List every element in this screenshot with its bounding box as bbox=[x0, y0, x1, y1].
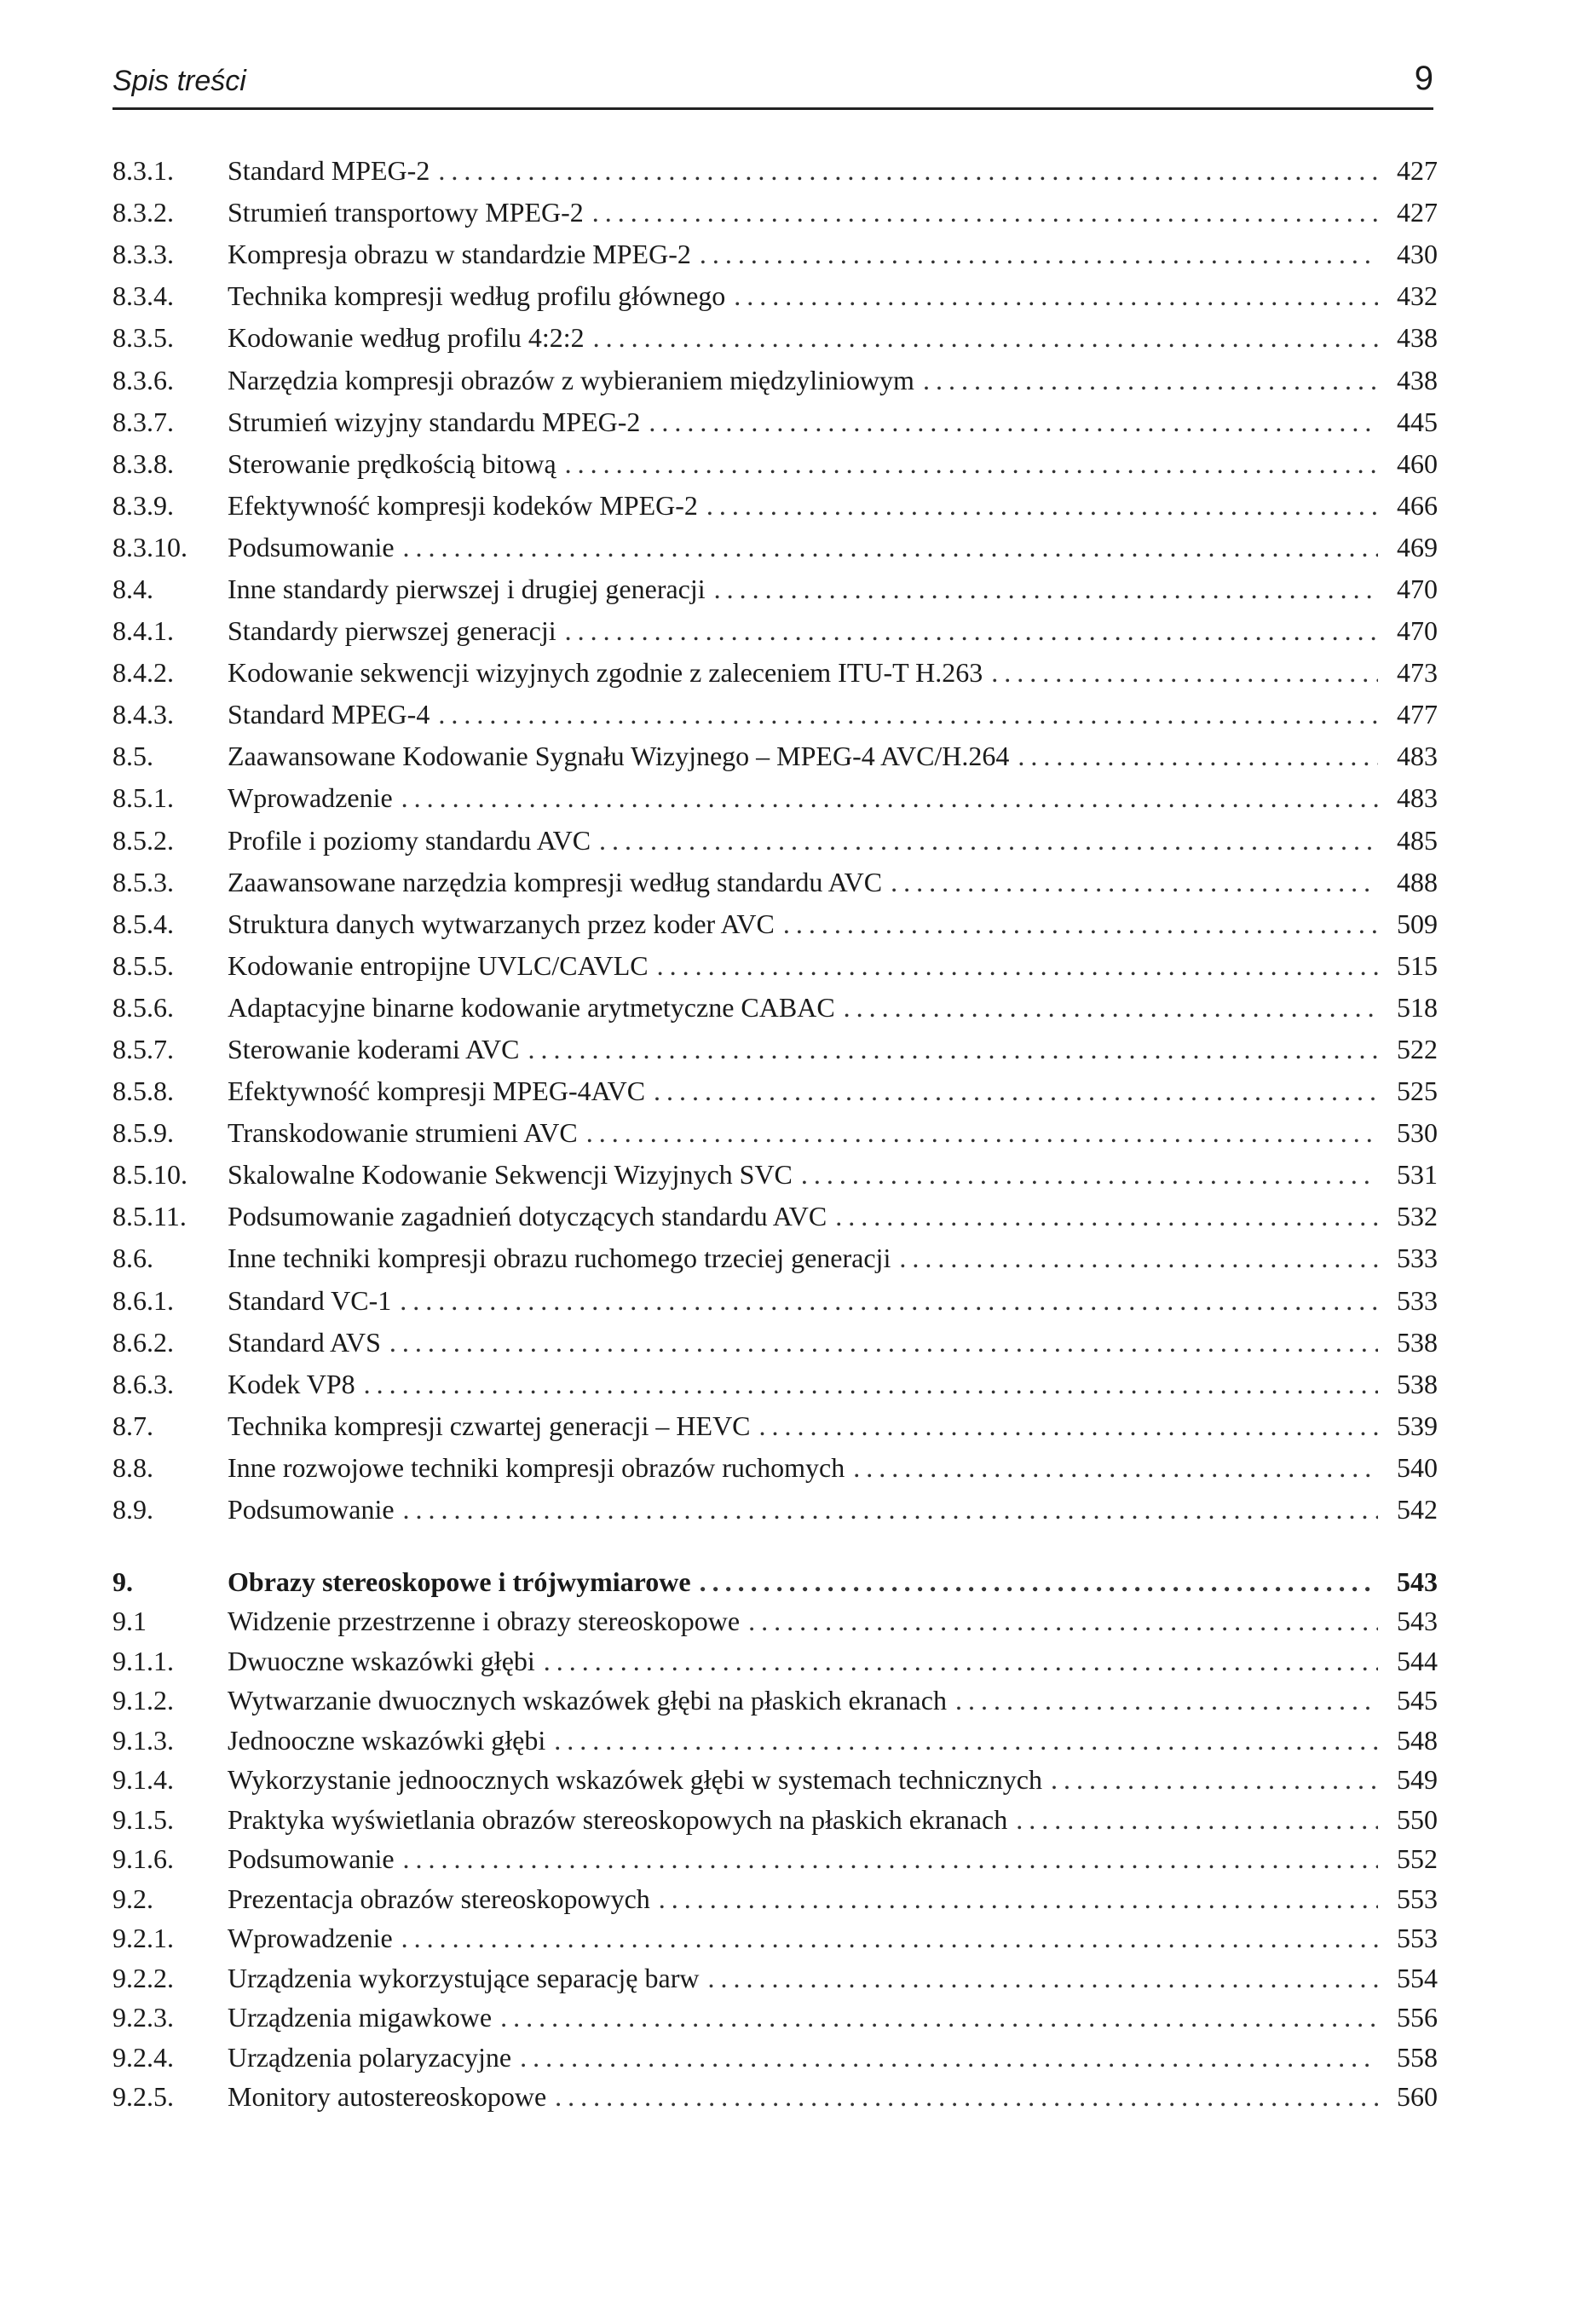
toc-entry-number: 9.1.1. bbox=[112, 1645, 174, 1676]
toc-entry-page: 427 bbox=[1397, 197, 1438, 228]
toc-entry bbox=[112, 1447, 1438, 1489]
toc-entry-title: Kompresja obrazu w standardzie MPEG-2 bbox=[228, 239, 691, 270]
toc-entry-title: Standard MPEG-4 bbox=[228, 699, 430, 730]
dot-leader bbox=[403, 1494, 1378, 1525]
toc-entry bbox=[112, 1562, 1438, 1602]
dot-leader bbox=[759, 1410, 1378, 1442]
toc-entry-page: 553 bbox=[1397, 1883, 1438, 1914]
toc-entry-title: Urządzenia wykorzystujące separację barw bbox=[228, 1962, 700, 1993]
toc-entry-page: 515 bbox=[1397, 949, 1438, 981]
toc-entry-title: Wprowadzenie bbox=[228, 1923, 393, 1954]
toc-entry-title: Strumień transportowy MPEG-2 bbox=[228, 197, 584, 228]
toc-entry-page: 460 bbox=[1397, 447, 1438, 479]
toc-entry-page: 560 bbox=[1397, 2081, 1438, 2113]
dot-leader bbox=[599, 825, 1378, 856]
toc-entry-number: 8.6.3. bbox=[112, 1368, 174, 1399]
toc-entry bbox=[112, 610, 1438, 652]
running-header-title: Spis treści bbox=[112, 65, 246, 97]
toc-entry-title: Transkodowanie strumieni AVC bbox=[228, 1117, 578, 1149]
toc-entry-title: Technika kompresji według profilu głównego bbox=[228, 280, 726, 312]
toc-entry-page: 470 bbox=[1397, 615, 1438, 647]
toc-entry-title: Zaawansowane narzędzia kompresji według standardu AVC bbox=[228, 866, 883, 897]
dot-leader bbox=[364, 1369, 1378, 1400]
dot-leader bbox=[706, 490, 1378, 522]
toc-entry-page: 488 bbox=[1397, 866, 1438, 897]
toc-entry-title: Obrazy stereoskopowe i trójwymiarowe bbox=[228, 1566, 691, 1597]
toc-entry-title: Podsumowanie zagadnień dotyczących standardu AVC bbox=[228, 1201, 827, 1232]
toc-entry-number: 8.7. bbox=[112, 1410, 153, 1441]
toc-entry-number: 8.3.4. bbox=[112, 280, 174, 312]
toc-entry-number: 8.4.2. bbox=[112, 657, 174, 689]
dot-leader bbox=[555, 2081, 1378, 2113]
toc-entry-number: 9.1.2. bbox=[112, 1685, 174, 1716]
toc-entry-page: 466 bbox=[1397, 489, 1438, 521]
dot-leader bbox=[657, 950, 1378, 982]
toc-entry-title: Wprowadzenie bbox=[228, 782, 393, 814]
toc-entry-number: 8.3.6. bbox=[112, 364, 174, 395]
toc-entry-number: 8.5.4. bbox=[112, 908, 174, 939]
toc-entry-page: 477 bbox=[1397, 699, 1438, 730]
toc-entry-title: Standard VC-1 bbox=[228, 1284, 392, 1316]
dot-leader bbox=[649, 407, 1378, 438]
toc-entry-page: 553 bbox=[1397, 1923, 1438, 1954]
toc-entry-page: 438 bbox=[1397, 322, 1438, 354]
toc-entry-page: 538 bbox=[1397, 1326, 1438, 1358]
toc-entry-number: 8.3.3. bbox=[112, 239, 174, 270]
toc-entry-title: Efektywność kompresji kodeków MPEG-2 bbox=[228, 489, 698, 521]
toc-entry bbox=[112, 2078, 1438, 2118]
toc-entry-number: 8.5.10. bbox=[112, 1159, 187, 1191]
toc-entry-title: Jednooczne wskazówki głębi bbox=[228, 1724, 546, 1756]
toc-entry bbox=[112, 1489, 1438, 1531]
dot-leader bbox=[438, 699, 1378, 730]
dot-leader bbox=[565, 448, 1378, 480]
toc-entry bbox=[112, 1641, 1438, 1681]
toc-entry-page: 522 bbox=[1397, 1034, 1438, 1065]
toc-entry-number: 8.5.3. bbox=[112, 866, 174, 897]
toc-entry-title: Inne techniki kompresji obrazu ruchomego trzeciej generacji bbox=[228, 1243, 891, 1274]
toc-entry-page: 542 bbox=[1397, 1494, 1438, 1525]
toc-entry-page: 430 bbox=[1397, 239, 1438, 270]
toc-entry-number: 8.6.2. bbox=[112, 1326, 174, 1358]
toc-entry-number: 9.2.4. bbox=[112, 2041, 174, 2073]
toc-entry-title: Podsumowanie bbox=[228, 1843, 395, 1875]
toc-entry-number: 9.2.5. bbox=[112, 2081, 174, 2113]
dot-leader bbox=[544, 1646, 1378, 1677]
dot-leader bbox=[700, 1566, 1378, 1598]
toc-entry-page: 530 bbox=[1397, 1117, 1438, 1149]
toc-entry-page: 548 bbox=[1397, 1724, 1438, 1756]
toc-entry-number: 9.2.1. bbox=[112, 1923, 174, 1954]
dot-leader bbox=[707, 1963, 1378, 1994]
dot-leader bbox=[899, 1243, 1378, 1274]
toc-entry-number: 9.2.2. bbox=[112, 1962, 174, 1993]
toc-entry-page: 483 bbox=[1397, 741, 1438, 772]
dot-leader bbox=[554, 1725, 1378, 1756]
toc-entry-title: Monitory autostereoskopowe bbox=[228, 2081, 547, 2113]
toc-entry-number: 8.3.8. bbox=[112, 447, 174, 479]
toc-entry bbox=[112, 401, 1438, 443]
dot-leader bbox=[403, 532, 1378, 563]
toc-entry-title: Inne standardy pierwszej i drugiej generacji bbox=[228, 573, 706, 604]
dot-leader bbox=[714, 574, 1378, 605]
dot-leader bbox=[438, 155, 1378, 187]
toc-entry-page: 550 bbox=[1397, 1803, 1438, 1835]
toc-entry-number: 8.3.1. bbox=[112, 155, 174, 187]
toc-entry-title: Podsumowanie bbox=[228, 531, 395, 562]
toc-entry-number: 8.5.11. bbox=[112, 1201, 187, 1232]
toc-entry-page: 531 bbox=[1397, 1159, 1438, 1191]
toc-entry bbox=[112, 1029, 1438, 1070]
dot-leader bbox=[991, 657, 1378, 689]
toc-entry-title: Widzenie przestrzenne i obrazy stereoskopowe bbox=[228, 1606, 741, 1637]
toc-entry-title: Narzędzia kompresji obrazów z wybieraniem międzyliniowym bbox=[228, 364, 914, 395]
dot-leader bbox=[520, 2042, 1378, 2073]
dot-leader bbox=[783, 908, 1378, 940]
toc-entry-page: 509 bbox=[1397, 908, 1438, 939]
toc-entry bbox=[112, 694, 1438, 735]
toc-entry-title: Kodowanie entropijne UVLC/CAVLC bbox=[228, 949, 649, 981]
dot-leader bbox=[592, 197, 1378, 228]
toc-entry-page: 469 bbox=[1397, 531, 1438, 562]
toc-entry-page: 473 bbox=[1397, 657, 1438, 689]
toc-entry bbox=[112, 443, 1438, 485]
toc-entry bbox=[112, 1280, 1438, 1322]
toc-entry-number: 8.5.5. bbox=[112, 949, 174, 981]
toc-entry-title: Wytwarzanie dwuocznych wskazówek głębi na płaskich ekranach bbox=[228, 1685, 947, 1716]
toc-entry-title: Efektywność kompresji MPEG-4AVC bbox=[228, 1075, 646, 1107]
dot-leader bbox=[844, 992, 1378, 1024]
toc-section-9 bbox=[112, 1562, 1438, 2117]
toc-entry-title: Kodek VP8 bbox=[228, 1368, 355, 1399]
toc-entry-number: 8.5. bbox=[112, 741, 153, 772]
dot-leader bbox=[593, 322, 1378, 354]
toc-entry-page: 518 bbox=[1397, 991, 1438, 1023]
toc-entry bbox=[112, 987, 1438, 1029]
dot-leader bbox=[403, 1843, 1378, 1875]
toc-entry-title: Kodowanie sekwencji wizyjnych zgodnie z zaleceniem ITU-T H.263 bbox=[228, 657, 983, 689]
toc-entry bbox=[112, 1800, 1438, 1840]
toc-entry bbox=[112, 234, 1438, 275]
toc-entry-title: Urządzenia polaryzacyjne bbox=[228, 2041, 512, 2073]
toc-entry-page: 533 bbox=[1397, 1284, 1438, 1316]
toc-entry-title: Praktyka wyświetlania obrazów stereoskopowych na płaskich ekranach bbox=[228, 1803, 1008, 1835]
dot-leader bbox=[835, 1201, 1378, 1232]
toc-entry-number: 8.5.6. bbox=[112, 991, 174, 1023]
toc-section-8 bbox=[112, 150, 1438, 1531]
toc-entry-title: Zaawansowane Kodowanie Sygnału Wizyjnego – MPEG-4 AVC/H.264 bbox=[228, 741, 1010, 772]
toc-entry-number: 8.3.2. bbox=[112, 197, 174, 228]
toc-entry-number: 8.4.1. bbox=[112, 615, 174, 647]
dot-leader bbox=[400, 1285, 1378, 1317]
toc-entry bbox=[112, 568, 1438, 610]
dot-leader bbox=[801, 1159, 1378, 1191]
toc-entry bbox=[112, 150, 1438, 192]
toc-entry-page: 438 bbox=[1397, 364, 1438, 395]
toc-entry bbox=[112, 1998, 1438, 2039]
toc-entry bbox=[112, 527, 1438, 568]
toc-entry-title: Wykorzystanie jednoocznych wskazówek głębi w systemach technicznych bbox=[228, 1764, 1042, 1796]
toc-entry-number: 8.3.10. bbox=[112, 531, 187, 562]
toc-entry bbox=[112, 275, 1438, 317]
toc-entry bbox=[112, 1237, 1438, 1279]
toc-entry bbox=[112, 1879, 1438, 1919]
toc-entry-title: Sterowanie koderami AVC bbox=[228, 1034, 520, 1065]
toc-entry-number: 9.2.3. bbox=[112, 2002, 174, 2033]
dot-leader bbox=[389, 1327, 1378, 1358]
toc-entry-title: Kodowanie według profilu 4:2:2 bbox=[228, 322, 585, 354]
toc-entry-number: 8.8. bbox=[112, 1451, 153, 1483]
toc-entry-title: Sterowanie prędkością bitową bbox=[228, 447, 556, 479]
toc-entry bbox=[112, 1840, 1438, 1880]
toc-entry-title: Skalowalne Kodowanie Sekwencji Wizyjnych SVC bbox=[228, 1159, 793, 1191]
toc-entry bbox=[112, 903, 1438, 945]
toc-entry bbox=[112, 777, 1438, 819]
toc-entry bbox=[112, 1958, 1438, 1998]
toc-entry bbox=[112, 1322, 1438, 1364]
toc-entry-number: 8.5.8. bbox=[112, 1075, 174, 1107]
toc-entry-page: 525 bbox=[1397, 1075, 1438, 1107]
toc-entry-page: 552 bbox=[1397, 1843, 1438, 1875]
toc-entry-page: 538 bbox=[1397, 1368, 1438, 1399]
toc-entry bbox=[112, 820, 1438, 862]
toc-entry-number: 8.5.9. bbox=[112, 1117, 174, 1149]
toc-entry bbox=[112, 192, 1438, 234]
toc-entry-page: 483 bbox=[1397, 782, 1438, 814]
dot-leader bbox=[659, 1883, 1378, 1915]
toc-entry bbox=[112, 1681, 1438, 1721]
toc-entry-number: 8.3.5. bbox=[112, 322, 174, 354]
dot-leader bbox=[923, 365, 1378, 396]
dot-leader bbox=[586, 1117, 1378, 1149]
toc-entry bbox=[112, 1721, 1438, 1761]
dot-leader bbox=[1018, 741, 1378, 772]
toc-entry-page: 554 bbox=[1397, 1962, 1438, 1993]
toc-entry-page: 427 bbox=[1397, 155, 1438, 187]
toc-entry-page: 432 bbox=[1397, 280, 1438, 312]
toc-entry-title: Podsumowanie bbox=[228, 1494, 395, 1525]
toc-entry bbox=[112, 1154, 1438, 1196]
toc-entry-title: Profile i poziomy standardu AVC bbox=[228, 824, 591, 856]
toc-entry-page: 544 bbox=[1397, 1645, 1438, 1676]
toc-entry-page: 556 bbox=[1397, 2002, 1438, 2033]
toc-entry bbox=[112, 1761, 1438, 1801]
toc-entry-title: Inne rozwojowe techniki kompresji obrazów ruchomych bbox=[228, 1451, 845, 1483]
toc-entry-number: 8.5.7. bbox=[112, 1034, 174, 1065]
toc-entry bbox=[112, 485, 1438, 527]
header-rule bbox=[112, 107, 1433, 110]
toc-entry-number: 8.5.2. bbox=[112, 824, 174, 856]
toc-entry-title: Standard MPEG-2 bbox=[228, 155, 430, 187]
toc-entry-page: 543 bbox=[1397, 1606, 1438, 1637]
toc-entry bbox=[112, 652, 1438, 694]
toc-entry-number: 8.6. bbox=[112, 1243, 153, 1274]
dot-leader bbox=[401, 1923, 1378, 1954]
toc-entry bbox=[112, 1405, 1438, 1447]
toc-entry bbox=[112, 359, 1438, 401]
dot-leader bbox=[654, 1075, 1378, 1107]
toc-entry-page: 485 bbox=[1397, 824, 1438, 856]
toc-entry bbox=[112, 1070, 1438, 1112]
toc-entry-page: 445 bbox=[1397, 406, 1438, 437]
toc-entry-page: 549 bbox=[1397, 1764, 1438, 1796]
toc-entry bbox=[112, 2038, 1438, 2078]
dot-leader bbox=[401, 782, 1378, 814]
toc-entry-number: 9.1.6. bbox=[112, 1843, 174, 1875]
dot-leader bbox=[1016, 1804, 1378, 1836]
toc-entry-page: 558 bbox=[1397, 2041, 1438, 2073]
toc-entry-page: 540 bbox=[1397, 1451, 1438, 1483]
toc-entry-number: 9.1.5. bbox=[112, 1803, 174, 1835]
toc-entry-title: Urządzenia migawkowe bbox=[228, 2002, 493, 2033]
toc-entry bbox=[112, 1112, 1438, 1154]
dot-leader bbox=[500, 2002, 1378, 2033]
toc-entry-page: 543 bbox=[1397, 1566, 1438, 1597]
toc-entry-number: 8.9. bbox=[112, 1494, 153, 1525]
toc-entry-number: 8.3.9. bbox=[112, 489, 174, 521]
toc-entry-title: Strumień wizyjny standardu MPEG-2 bbox=[228, 406, 641, 437]
dot-leader bbox=[734, 280, 1378, 312]
dot-leader bbox=[700, 239, 1378, 270]
toc-entry bbox=[112, 1196, 1438, 1237]
toc-entry bbox=[112, 317, 1438, 359]
toc-entry-number: 8.5.1. bbox=[112, 782, 174, 814]
toc-entry bbox=[112, 735, 1438, 777]
toc-entry-title: Dwuoczne wskazówki głębi bbox=[228, 1645, 535, 1676]
toc-entry-number: 9.1 bbox=[112, 1606, 147, 1637]
toc-entry-number: 8.4.3. bbox=[112, 699, 174, 730]
toc-entry-page: 532 bbox=[1397, 1201, 1438, 1232]
toc-entry-number: 8.3.7. bbox=[112, 406, 174, 437]
toc-entry bbox=[112, 862, 1438, 903]
toc-entry bbox=[112, 1919, 1438, 1959]
toc-entry-number: 9.1.4. bbox=[112, 1764, 174, 1796]
toc-entry-title: Standard AVS bbox=[228, 1326, 381, 1358]
toc-entry bbox=[112, 945, 1438, 987]
toc-entry bbox=[112, 1602, 1438, 1642]
page-number: 9 bbox=[1414, 60, 1433, 97]
toc-entry-page: 539 bbox=[1397, 1410, 1438, 1441]
dot-leader bbox=[1051, 1764, 1378, 1796]
toc-entry-page: 545 bbox=[1397, 1685, 1438, 1716]
toc-entry-title: Adaptacyjne binarne kodowanie arytmetyczne CABAC bbox=[228, 991, 835, 1023]
toc-entry bbox=[112, 1364, 1438, 1405]
dot-leader bbox=[565, 615, 1378, 647]
toc-entry-title: Standardy pierwszej generacji bbox=[228, 615, 556, 647]
dot-leader bbox=[891, 867, 1378, 898]
toc-entry-number: 9. bbox=[112, 1566, 133, 1597]
toc-entry-page: 470 bbox=[1397, 573, 1438, 604]
toc-entry-title: Prezentacja obrazów stereoskopowych bbox=[228, 1883, 650, 1914]
toc-entry-title: Technika kompresji czwartej generacji – HEVC bbox=[228, 1410, 751, 1441]
toc-entry-number: 8.6.1. bbox=[112, 1284, 174, 1316]
dot-leader bbox=[528, 1034, 1378, 1065]
dot-leader bbox=[955, 1685, 1378, 1716]
toc-entry-title: Struktura danych wytwarzanych przez koder AVC bbox=[228, 908, 775, 939]
toc-entry-number: 9.1.3. bbox=[112, 1724, 174, 1756]
dot-leader bbox=[853, 1452, 1378, 1484]
toc-entry-page: 533 bbox=[1397, 1243, 1438, 1274]
toc-entry-number: 9.2. bbox=[112, 1883, 153, 1914]
dot-leader bbox=[748, 1606, 1378, 1637]
toc-entry-number: 8.4. bbox=[112, 573, 153, 604]
